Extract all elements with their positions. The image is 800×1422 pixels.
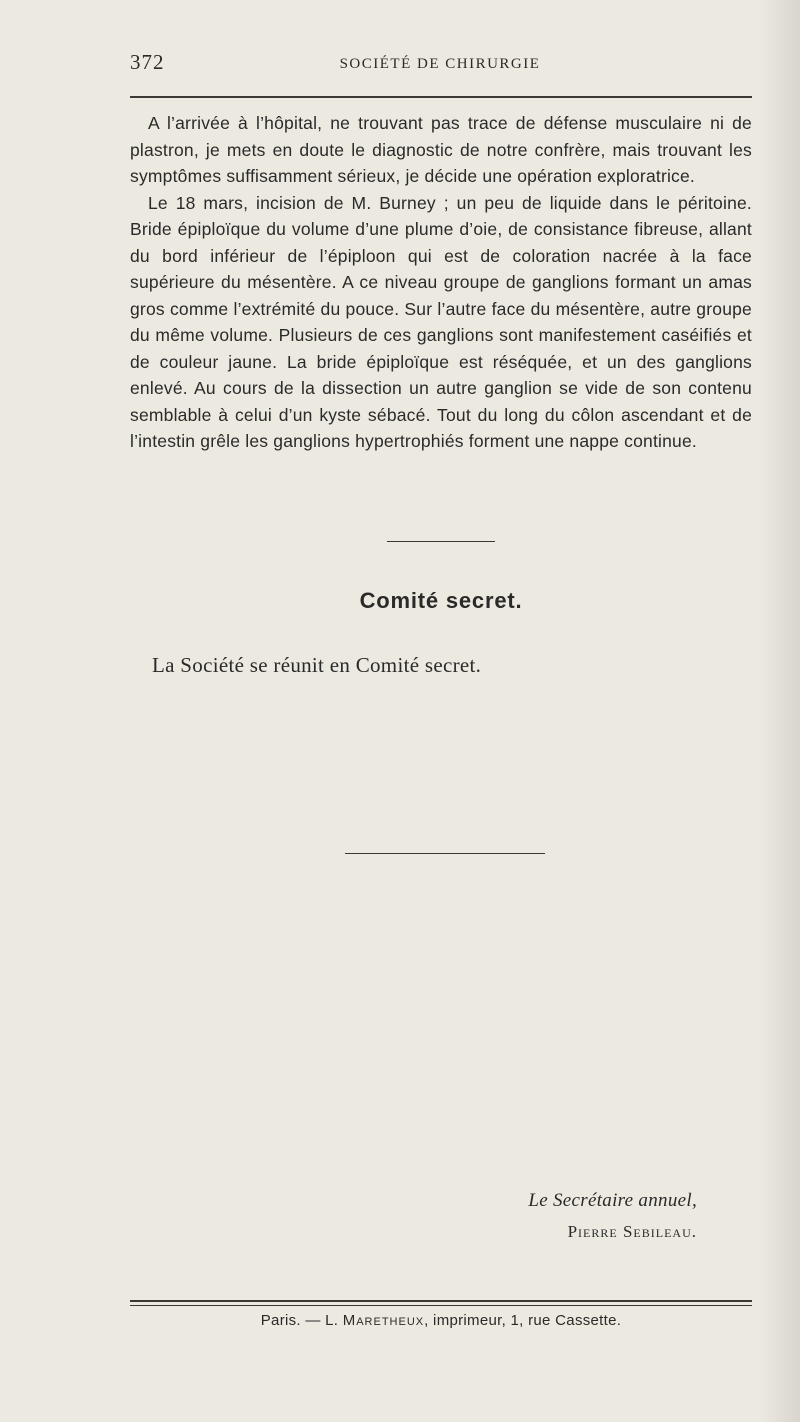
paragraph: A l’arrivée à l’hôpital, ne trouvant pas trace de défense musculaire ni de plastron, je mets en doute le diagnostic de notre confrère, mais trouvant les symptômes suffisamment sérieux, je décide une opération exploratrice. xyxy=(130,113,752,186)
page-edge-shadow xyxy=(760,0,800,1422)
paragraph: Le 18 mars, incision de M. Burney ; un peu de liquide dans le péritoine. Bride épiploïque du volume d’une plume d’oie, de consistance fibreuse, allant du bord inférieur de l’épiploon qui est de coloration nacrée à la face supérieure du mésentère. A ce niveau groupe de ganglions formant un amas gros comme l’extrémité du pouce. Sur l’autre face du mésentère, autre groupe du même volume. Plusieurs de ces ganglions sont manifestement caséifiés et de couleur jaune. La bride épiploïque est réséquée, et un des ganglions enlevé. Au cours de la dissection un autre ganglion se vide de son contenu semblable à celui d’un kyste sébacé. Tout du long du côlon ascendant et de l’intestin grêle les ganglions hypertrophiés forment une nappe continue. xyxy=(130,192,752,451)
signature-name: Pierre Sebileau. xyxy=(567,1222,697,1241)
signature-role: Le Secrétaire annuel, xyxy=(528,1190,697,1211)
imprint-printer-name: Maretheux xyxy=(342,1312,425,1329)
printer-imprint xyxy=(130,1312,752,1329)
page-number: 372 xyxy=(130,50,165,74)
section-divider xyxy=(387,541,495,542)
footer-rule xyxy=(130,1300,752,1306)
end-divider xyxy=(345,853,545,854)
imprint-prefix: Paris. — L. xyxy=(260,1312,339,1329)
body-text xyxy=(130,110,752,455)
section-title: Comité secret. xyxy=(359,588,523,613)
running-title: SOCIÉTÉ DE CHIRURGIE xyxy=(339,56,541,72)
section-text: La Société se réunit en Comité secret. xyxy=(152,653,482,677)
header-rule xyxy=(130,96,752,98)
running-head xyxy=(130,50,750,80)
imprint-suffix: , imprimeur, 1, rue Cassette. xyxy=(424,1312,622,1329)
